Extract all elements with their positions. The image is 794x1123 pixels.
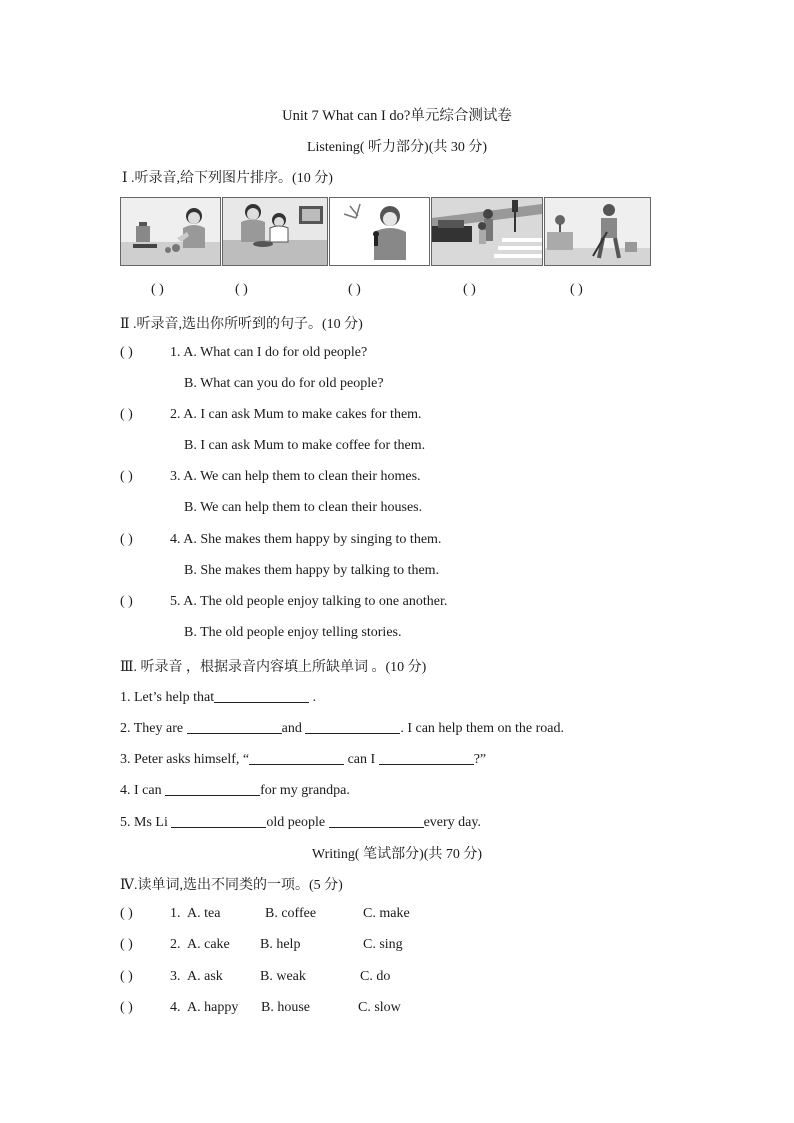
q4-3-number: 3. [170,969,181,984]
q3-2-blank-2[interactable] [305,719,400,734]
q2-3-option-b: B. We can help them to clean their houses. [184,500,423,515]
q3-1-line: 1. Let’s help that . [120,690,317,705]
q4-1-option-c: C. make [363,906,410,921]
q3-5-line: 5. Ms Li old people every day. [120,815,481,830]
q4-2-option-c: C. sing [363,937,403,952]
q3-1-blank[interactable] [214,688,309,703]
q2-2-option-a: 2. A. I can ask Mum to make cakes for them. [170,407,422,422]
picture-5-answer[interactable]: ( ) [570,282,583,297]
q4-2-number: 2. [170,937,181,952]
q4-4-answer[interactable]: ( ) [120,1000,133,1015]
q4-3-option-b: B. weak [260,969,306,984]
making-tea-icon [120,197,221,266]
sweeping-icon [544,197,651,266]
q2-5-option-b: B. The old people enjoy telling stories. [184,625,402,640]
q2-4-answer[interactable]: ( ) [120,532,133,547]
q4-3-answer[interactable]: ( ) [120,969,133,984]
q4-4-number: 4. [170,1000,181,1015]
q4-2-option-b: B. help [260,937,301,952]
q2-3-option-a: 3. A. We can help them to clean their homes. [170,469,421,484]
q3-4-line: 4. I can for my grandpa. [120,783,350,798]
q3-3-line: 3. Peter asks himself, “ can I ?” [120,752,487,767]
picture-2-answer[interactable]: ( ) [235,282,248,297]
q2-5-answer[interactable]: ( ) [120,594,133,609]
section-3-heading: Ⅲ. 听录音 ，根据录音内容填上所缺单词 。(10 分) [120,660,427,675]
section-1-heading: Ⅰ .听录音,给下列图片排序。(10 分) [122,171,333,186]
q2-1-option-a: 1. A. What can I do for old people? [170,345,368,360]
section-2-heading: Ⅱ .听录音,选出你所听到的句子。(10 分) [120,317,363,332]
section-4-heading: Ⅳ.读单词,选出不同类的一项。(5 分) [120,878,343,893]
q4-2-answer[interactable]: ( ) [120,937,133,952]
q3-5-blank-1[interactable] [171,813,266,828]
q4-2-option-a: A. cake [187,937,230,952]
q4-4-option-b: B. house [261,1000,310,1015]
baking-icon [222,197,328,266]
crossing-road-icon [431,197,543,266]
q4-3-option-a: A. ask [187,969,223,984]
singing-icon [329,197,430,266]
q4-1-option-a: A. tea [187,906,221,921]
page-title: Unit 7 What can I do?单元综合测试卷 [282,108,512,124]
q3-2-blank-1[interactable] [187,719,282,734]
q2-2-answer[interactable]: ( ) [120,407,133,422]
q4-1-option-b: B. coffee [265,906,317,921]
q4-1-answer[interactable]: ( ) [120,906,133,921]
q4-3-option-c: C. do [360,969,391,984]
q4-1-number: 1. [170,906,181,921]
picture-1-answer[interactable]: ( ) [151,282,164,297]
q3-5-blank-2[interactable] [329,813,424,828]
q3-2-line: 2. They are and . I can help them on the road. [120,721,564,736]
listening-header: Listening( 听力部分)(共 30 分) [306,140,488,155]
q4-4-option-c: C. slow [358,1000,401,1015]
q2-4-option-b: B. She makes them happy by talking to them. [184,563,440,578]
q2-1-option-b: B. What can you do for old people? [184,376,384,391]
picture-3-answer[interactable]: ( ) [348,282,361,297]
q2-2-option-b: B. I can ask Mum to make coffee for them. [184,438,426,453]
q2-1-answer[interactable]: ( ) [120,345,133,360]
q2-5-option-a: 5. A. The old people enjoy talking to one another. [170,594,448,609]
q3-3-blank-2[interactable] [379,750,474,765]
picture-4-answer[interactable]: ( ) [463,282,476,297]
q4-4-option-a: A. happy [187,1000,239,1015]
q2-3-answer[interactable]: ( ) [120,469,133,484]
q3-3-blank-1[interactable] [249,750,344,765]
q2-4-option-a: 4. A. She makes them happy by singing to them. [170,532,442,547]
q3-4-blank[interactable] [165,781,260,796]
writing-header: Writing( 笔试部分)(共 70 分) [311,847,483,862]
